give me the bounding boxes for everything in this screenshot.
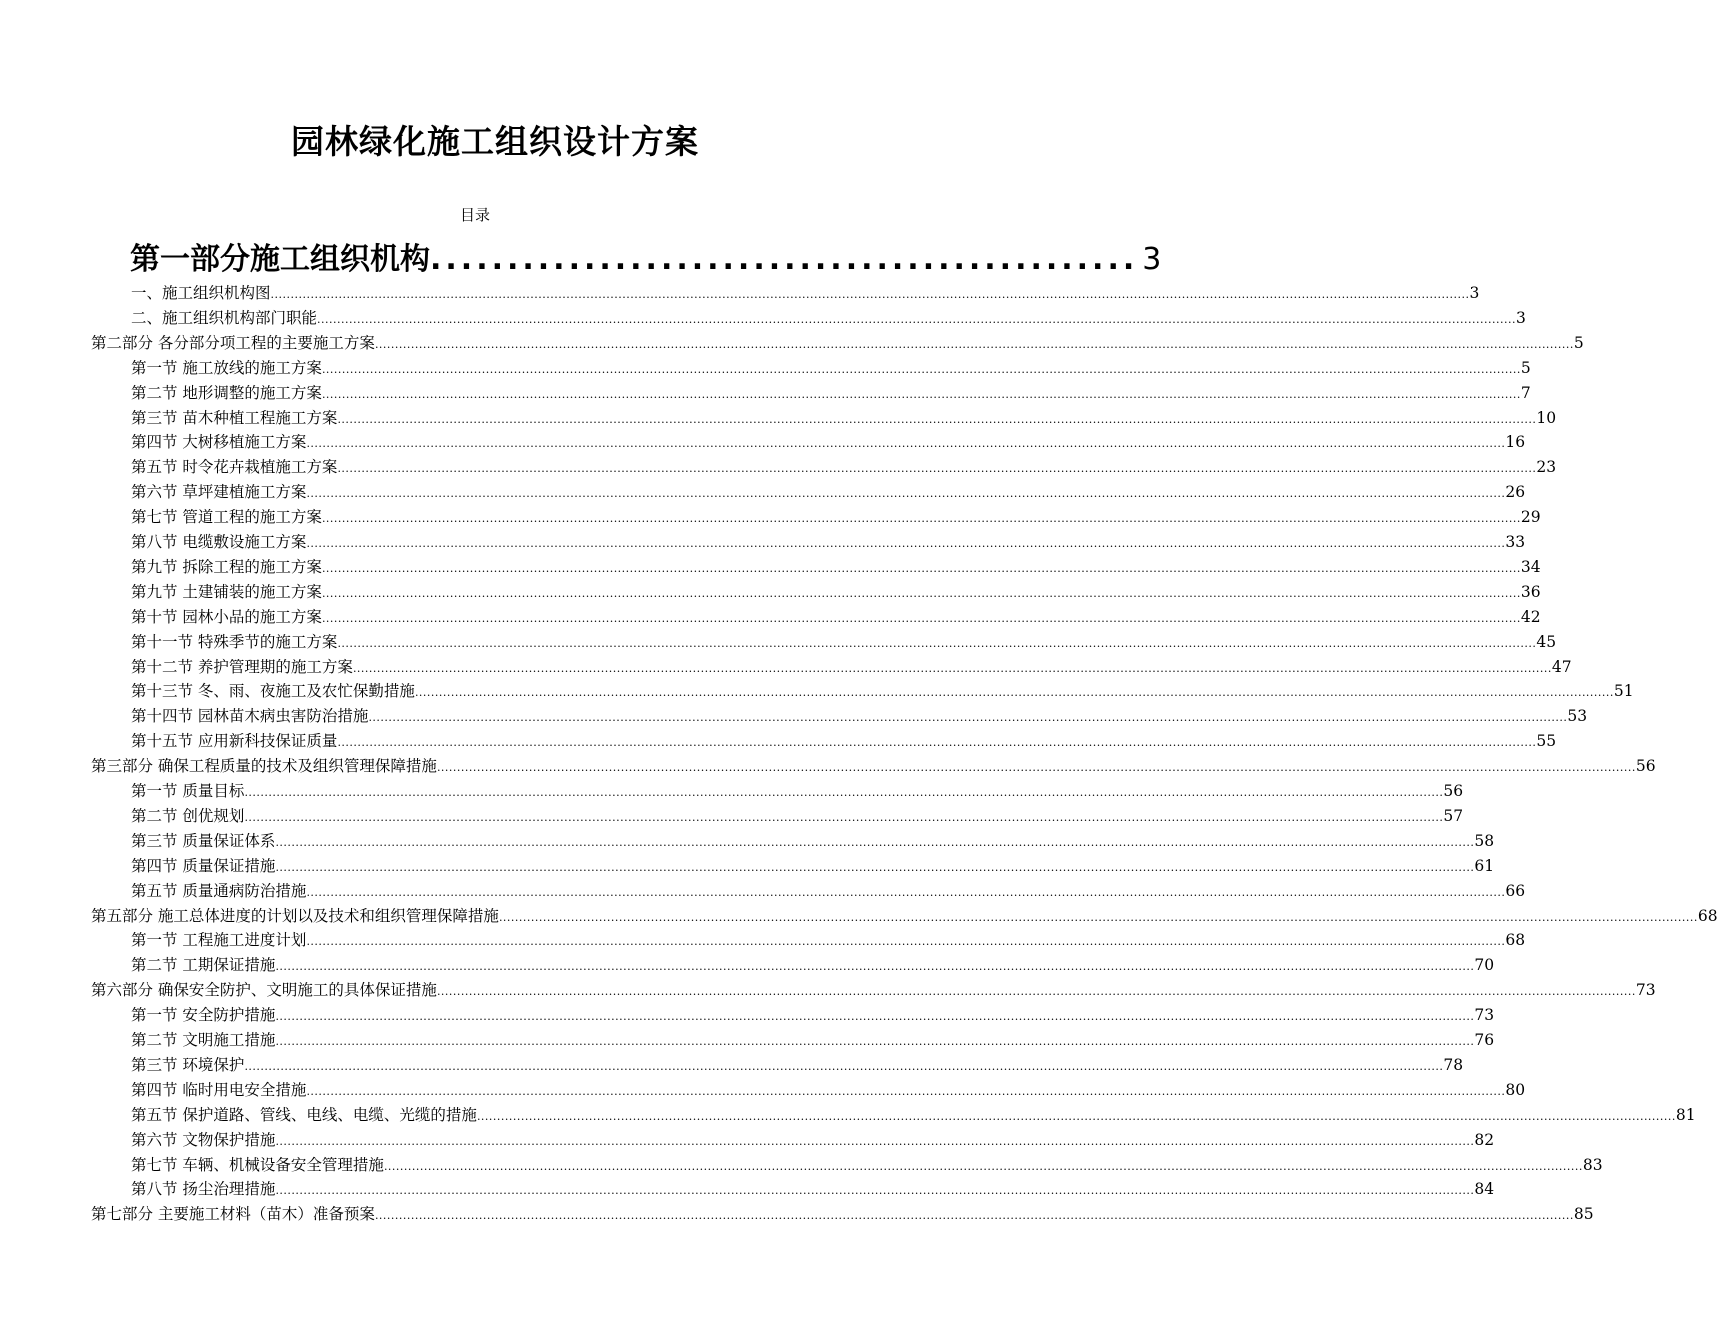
toc-entry-label: 第十一节 特殊季节的施工方案: [131, 632, 338, 651]
toc-page-number: 84: [1474, 1180, 1495, 1199]
toc-entry-label: 第七节 管道工程的施工方案: [131, 508, 322, 527]
dot-leader: ............................................................................................................................................................................................................................................................................................................: [321, 586, 1521, 600]
toc-entry-label: 第一节 质量目标: [131, 782, 245, 800]
toc-page-number: 66: [1505, 881, 1526, 900]
toc-entry-label: 第二节 工期保证措施: [131, 956, 276, 975]
dot-leader: ............................................................................................................................................................................................................................................................................................................: [383, 1159, 1583, 1173]
toc-entry[interactable]: [131, 928, 1526, 950]
toc-entry[interactable]: [131, 306, 1526, 328]
toc-entry[interactable]: [131, 953, 1495, 975]
dot-leader: ............................................................................................................................................................................................................................................................................................................: [337, 636, 1537, 650]
toc-entry-label: 第一部分: [130, 242, 250, 277]
toc-entry[interactable]: [91, 904, 1718, 926]
toc-page-number: 23: [1536, 458, 1557, 477]
toc-entry[interactable]: [131, 854, 1495, 876]
dot-leader: ............................................................................................................................................................................................................................................................................................................: [374, 1209, 1574, 1223]
dot-leader: ............................................................................................................................................................................................................................................................................................................: [337, 736, 1537, 750]
toc-entry[interactable]: [131, 605, 1541, 627]
dot-leader: ..............................................: [430, 242, 1139, 277]
toc-entry[interactable]: [131, 1128, 1495, 1150]
toc-entry[interactable]: [131, 530, 1526, 552]
toc-entry[interactable]: [131, 729, 1557, 751]
document-title: 园林绿化施工组织设计方案: [291, 122, 699, 161]
toc-entry[interactable]: [131, 505, 1541, 527]
dot-leader: ............................................................................................................................................................................................................................................................................................................: [321, 611, 1521, 625]
toc-entry[interactable]: [131, 455, 1557, 477]
toc-page-number: 68: [1697, 906, 1718, 925]
toc-page-number: 47: [1551, 657, 1572, 676]
toc-page-number: 82: [1474, 1130, 1495, 1149]
dot-leader: ............................................................................................................................................................................................................................................................................................................: [270, 288, 1470, 301]
dot-leader: ............................................................................................................................................................................................................................................................................................................: [498, 910, 1698, 924]
dot-leader: ............................................................................................................................................................................................................................................................................................................: [476, 1109, 1676, 1123]
dot-leader: ............................................................................................................................................................................................................................................................................................................: [368, 711, 1568, 725]
toc-page-number: 29: [1520, 508, 1541, 527]
dot-leader: ............................................................................................................................................................................................................................................................................................................: [306, 935, 1506, 949]
dot-leader: ............................................................................................................................................................................................................................................................................................................: [244, 1059, 1444, 1073]
dot-leader: ............................................................................................................................................................................................................................................................................................................: [275, 1134, 1475, 1148]
toc-entry[interactable]: [131, 779, 1464, 801]
dot-leader: ............................................................................................................................................................................................................................................................................................................: [275, 835, 1475, 849]
toc-page-number: 68: [1505, 931, 1526, 950]
toc-entry-label: 第十三节 冬、雨、夜施工及农忙保勤措施: [131, 682, 415, 701]
toc-entry[interactable]: [131, 655, 1572, 677]
toc-page-number: 85: [1573, 1205, 1594, 1224]
toc-entry-label: 第一节 工程施工进度计划: [131, 931, 307, 950]
toc-entry[interactable]: [131, 430, 1526, 452]
dot-leader: ............................................................................................................................................................................................................................................................................................................: [317, 312, 1516, 326]
toc-page-number: 70: [1474, 956, 1495, 975]
dot-leader: ............................................................................................................................................................................................................................................................................................................: [275, 1035, 1475, 1048]
toc-entry-label: 二、施工组织机构部门职能: [131, 308, 318, 327]
toc-entry[interactable]: [131, 1028, 1495, 1050]
toc-heading: 目录: [459, 206, 490, 224]
dot-leader: ............................................................................................................................................................................................................................................................................................................: [352, 661, 1552, 675]
dot-leader: ............................................................................................................................................................................................................................................................................................................: [306, 487, 1506, 501]
toc-entry[interactable]: [91, 978, 1656, 1000]
toc-entry-label: 第九节 拆除工程的施工方案: [131, 557, 322, 576]
toc-entry-label: 施工组织机构: [250, 242, 430, 277]
toc-page-number: 3: [1516, 308, 1526, 327]
toc-page-number: 56: [1443, 782, 1464, 800]
toc-page-number: 7: [1520, 383, 1531, 402]
dot-leader: ............................................................................................................................................................................................................................................................................................................: [306, 437, 1506, 451]
toc-page-number: 5: [1573, 333, 1584, 352]
toc-entry[interactable]: [131, 1103, 1696, 1125]
toc-page-number: 80: [1505, 1080, 1526, 1099]
toc-entry[interactable]: [131, 406, 1557, 428]
toc-entry-label: 第二部分 各分部分项工程的主要施工方案: [91, 333, 375, 352]
toc-page-number: 42: [1520, 607, 1541, 626]
toc-page-number: 33: [1505, 533, 1526, 551]
toc-entry-label: 第九节 土建铺装的施工方案: [131, 582, 322, 601]
toc-entry-label: 一、施工组织机构图: [131, 284, 271, 302]
toc-page-number: 83: [1582, 1155, 1603, 1174]
dot-leader: ............................................................................................................................................................................................................................................................................................................: [275, 1184, 1475, 1198]
toc-page-number: 26: [1505, 483, 1526, 502]
toc-page-number: 81: [1675, 1105, 1696, 1124]
dot-leader: ............................................................................................................................................................................................................................................................................................................: [306, 885, 1506, 899]
toc-entry[interactable]: [131, 679, 1634, 701]
toc-entry-label: 第四节 大树移植施工方案: [131, 433, 307, 452]
toc-entry-label: 第五节 保护道路、管线、电线、电缆、光缆的措施: [131, 1105, 477, 1124]
toc-entry-label: 第三节 环境保护: [131, 1055, 245, 1074]
dot-leader: ............................................................................................................................................................................................................................................................................................................: [244, 810, 1444, 824]
toc-entry[interactable]: [131, 356, 1531, 378]
toc-page-number: 58: [1474, 831, 1495, 850]
toc-entry[interactable]: [131, 480, 1526, 502]
toc-entry-label: 第十四节 园林苗木病虫害防治措施: [131, 707, 369, 726]
toc-entry-label: 第八节 扬尘治理措施: [131, 1180, 276, 1199]
toc-entry-label: 第二节 创优规划: [131, 806, 245, 825]
dot-leader: ............................................................................................................................................................................................................................................................................................................: [337, 412, 1537, 426]
dot-leader: ............................................................................................................................................................................................................................................................................................................: [414, 686, 1614, 700]
dot-leader: ............................................................................................................................................................................................................................................................................................................: [337, 462, 1537, 476]
toc-entry[interactable]: [131, 829, 1495, 851]
toc-page-number: 78: [1443, 1055, 1464, 1074]
toc-entry-label: 第一节 安全防护措施: [131, 1006, 276, 1025]
toc-page-number: 57: [1443, 806, 1464, 825]
toc-page-number: 3: [1469, 284, 1480, 302]
toc-entry-label: 第三节 苗木种植工程施工方案: [131, 408, 338, 427]
toc-entry[interactable]: [91, 754, 1656, 776]
toc-entry[interactable]: [131, 879, 1526, 901]
dot-leader: ............................................................................................................................................................................................................................................................................................................: [321, 512, 1521, 526]
toc-page-number: 61: [1474, 856, 1495, 875]
dot-leader: ............................................................................................................................................................................................................................................................................................................: [436, 985, 1636, 999]
dot-leader: ............................................................................................................................................................................................................................................................................................................: [436, 761, 1636, 775]
toc-entry-label: 第六部分 确保安全防护、文明施工的具体保证措施: [91, 981, 437, 1000]
toc-entry-label: 第八节 电缆敷设施工方案: [131, 533, 307, 551]
dot-leader: ............................................................................................................................................................................................................................................................................................................: [306, 537, 1506, 550]
toc-page-number: 73: [1635, 981, 1656, 1000]
toc-entry-label: 第四节 质量保证措施: [131, 856, 276, 875]
toc-page-number: 16: [1505, 433, 1526, 452]
dot-leader: ............................................................................................................................................................................................................................................................................................................: [374, 337, 1574, 351]
toc-entry[interactable]: [131, 1003, 1495, 1025]
toc-entry-label: 第五节 质量通病防治措施: [131, 881, 307, 900]
toc-entry-label: 第一节 施工放线的施工方案: [131, 358, 322, 377]
toc-entry-label: 第十节 园林小品的施工方案: [131, 607, 322, 626]
toc-entry[interactable]: [131, 704, 1588, 726]
toc-page-number: 53: [1567, 707, 1588, 726]
toc-entry[interactable]: [131, 1177, 1495, 1199]
toc-entry[interactable]: [91, 1202, 1594, 1224]
dot-leader: ............................................................................................................................................................................................................................................................................................................: [321, 362, 1521, 376]
dot-leader: ............................................................................................................................................................................................................................................................................................................: [275, 1010, 1475, 1024]
toc-entry[interactable]: [131, 580, 1541, 602]
toc-entry-part-one[interactable]: [130, 234, 1162, 278]
toc-page-number: 5: [1520, 358, 1531, 377]
toc-entry-label: 第五部分 施工总体进度的计划以及技术和组织管理保障措施: [91, 906, 499, 925]
toc-page-number: 76: [1474, 1031, 1495, 1049]
toc-page-number: 51: [1613, 682, 1634, 701]
toc-entry[interactable]: [131, 555, 1541, 577]
toc-entry-label: 第六节 草坪建植施工方案: [131, 483, 307, 502]
toc-page-number: 55: [1536, 732, 1557, 751]
toc-entry[interactable]: [131, 281, 1480, 303]
toc-entry-label: 第五节 时令花卉栽植施工方案: [131, 458, 338, 477]
dot-leader: ............................................................................................................................................................................................................................................................................................................: [244, 786, 1444, 799]
toc-page-number: 36: [1520, 582, 1541, 601]
toc-entry-label: 第三节 质量保证体系: [131, 831, 276, 850]
toc-page-number: 73: [1474, 1006, 1495, 1025]
toc-entry[interactable]: [131, 1053, 1464, 1075]
toc-entry-label: 第六节 文物保护措施: [131, 1130, 276, 1149]
dot-leader: ............................................................................................................................................................................................................................................................................................................: [321, 387, 1521, 401]
toc-entry-label: 第二节 地形调整的施工方案: [131, 383, 322, 402]
toc-entry[interactable]: [91, 331, 1584, 353]
toc-page-number: 45: [1536, 632, 1557, 651]
toc-entry-label: 第三部分 确保工程质量的技术及组织管理保障措施: [91, 757, 437, 776]
toc-page-number: 10: [1536, 408, 1557, 427]
toc-entry[interactable]: [131, 381, 1531, 403]
dot-leader: ............................................................................................................................................................................................................................................................................................................: [321, 561, 1521, 575]
dot-leader: ............................................................................................................................................................................................................................................................................................................: [275, 860, 1475, 874]
toc-entry-label: 第十二节 养护管理期的施工方案: [131, 657, 353, 676]
dot-leader: ............................................................................................................................................................................................................................................................................................................: [306, 1084, 1506, 1098]
toc-entry-label: 第二节 文明施工措施: [131, 1031, 276, 1049]
toc-entry-label: 第四节 临时用电安全措施: [131, 1080, 307, 1099]
dot-leader: ............................................................................................................................................................................................................................................................................................................: [275, 960, 1475, 974]
toc-entry[interactable]: [131, 630, 1557, 652]
toc-entry-label: 第十五节 应用新科技保证质量: [131, 732, 338, 751]
toc-entry-label: 第七节 车辆、机械设备安全管理措施: [131, 1155, 384, 1174]
toc-page-number: 3: [1142, 242, 1162, 277]
toc-entry[interactable]: [131, 1153, 1603, 1175]
toc-page-number: 56: [1635, 757, 1656, 776]
toc-page-number: 34: [1520, 557, 1541, 576]
toc-entry[interactable]: [131, 804, 1464, 826]
toc-entry-label: 第七部分 主要施工材料（苗木）准备预案: [91, 1205, 375, 1224]
toc-entry[interactable]: [131, 1078, 1526, 1100]
